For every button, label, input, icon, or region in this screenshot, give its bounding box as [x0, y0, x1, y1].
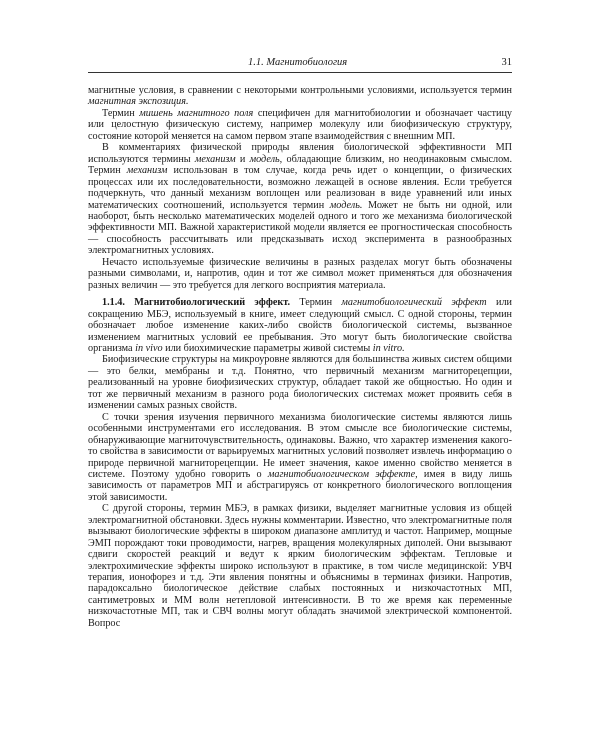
section-paragraph: 1.1.4. Магнитобиологический эффект. Термин магнитобиологический эффект или сокращению МБЭ, используемый в книге, имеет следующий смысл. С одной стороны, термин обозначает любое изменение каких-либо свойств биологической системы, вызванное изменением магнитных условий ее пребывания. Это могут быть биологические свойства организма in vivo или биохимические параметры живой системы in vitro.: [88, 297, 513, 354]
page-number: 31: [501, 57, 512, 68]
section-title: 1.1.4. Магнитобиологический эффект.: [102, 297, 291, 309]
paragraph-3: В комментариях физической природы явления биологической эффективности МП используются термины механизм и модель, обладающие близким, но неодинаковым смыслом. Термин механизм использован в том случае, когда речь идет о концепции, о физических процессах или их последовательности, возможно лежащей в основе явления. Если требуется подчеркнуть, что данный механизм воплощен или реализован в виде уравнений или иных математических соотношений, используется термин модель. Может не быть ни одной, или наоборот, быть несколько математических моделей одного и того же механизма биологической эффективности МП. Важной характеристикой модели является ее прогностическая способность — способность рассчитывать или предсказывать исход эксперимента в разнообразных электромагнитных условиях.: [88, 142, 513, 257]
paragraph-2: Термин мишень магнитного поля специфичен для магнитобиологии и обозначает частицу или целостную физическую систему, например молекулу или биофизическую структуру, состояние которой меняется на самом первом этапе взаимодействия с внешним МП.: [88, 107, 513, 142]
document-page: [88, 57, 513, 629]
paragraph-7: С точки зрения изучения первичного механизма биологические системы являются лишь особенными инструментами его исследования. В этом смысле все биологические системы, обнаруживающие магниточувствительность, одинаковы. Важно, что характер изменения какого-то свойства в зависимости от варьируемых магнитных условий позволяет извлечь информацию о природе первичной магниторецепции. Не имеет значения, какое именно свойство меняется в системе. Поэтому удобно говорить о магнитобиологическом эффекте, имея в виду лишь зависимость от параметров МП и абстрагируясь от конкретного биологического воплощения этой зависимости.: [88, 411, 512, 503]
running-title: 1.1. Магнитобиология: [248, 57, 348, 68]
paragraph-4: Нечасто используемые физические величины в разных разделах могут быть обозначены разными символами, и, напротив, один и тот же символ может применяться для обозначения разных величин — это требуется для легкого восприятия материала.: [88, 256, 512, 291]
paragraph-1: магнитные условия, в сравнении с некоторыми контрольными условиями, используется термин магнитная экспозиция.: [88, 85, 512, 108]
paragraph-6: Биофизические структуры на микроуровне являются для большинства живых систем общими — это белки, мембраны и т.д. Понятно, что первичный механизм магниторецепции, реализованный на уровне биофизических структур, обладает такой же общностью. Но один и тот же первичный механизм в разного рода биологических системах может проявить себя в изменении самых разных свойств.: [88, 354, 512, 412]
paragraph-8: С другой стороны, термин МБЭ, в рамках физики, выделяет магнитные условия из общей электромагнитной обстановки. Здесь нужны комментарии. Известно, что электромагнитные поля вызывают биологические эффекты в широком диапазоне амплитуд и частот. Например, мощные ЭМП порождают токи проводимости, нагрев, вращения молекулярных диполей. Они вызывают сдвиги скоростей реакций и ведут к ярким биологическим эффектам. Тепловые и электрохимические эффекты широко используют в практике, в том числе медицинской: УВЧ терапия, ионофорез и т.д. Эти явления понятны и объяснимы в терминах физики. Напротив, парадоксально биологическое действие слабых постоянных и низкочастотных МП, сантиметровых и ММ волн нетепловой интенсивности. В то же время как переменные низкочастотные МП, так и СВЧ волны могут обладать значимой электрической компонентой. Вопрос: [88, 503, 512, 629]
header-rule: [88, 72, 512, 73]
page-body: [88, 85, 512, 629]
running-header: [88, 57, 512, 71]
